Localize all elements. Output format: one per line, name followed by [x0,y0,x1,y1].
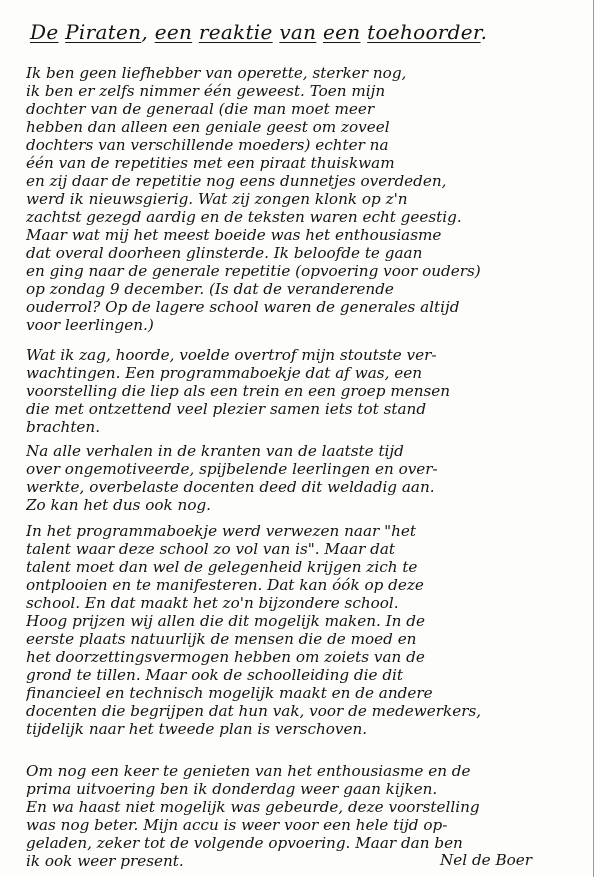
text-line: één van de repetities met een piraat thuiskwam [26,154,395,172]
title-word: Piraten [65,20,142,44]
title-word: reaktie [198,20,273,44]
text-line: Maar wat mij het meest boeide was het enthousiasme [26,226,442,244]
text-line: grond te tillen. Maar ook de schoolleiding die dit [26,666,403,684]
text-line: Hoog prijzen wij allen die dit mogelijk maken. In de [26,612,426,630]
paragraph-talent [26,522,592,738]
text-line: dochters van verschillende moeders) echter na [26,136,389,154]
text-line: school. En dat maakt het zo'n bijzondere school. [26,594,399,612]
text-line: werd ik nieuwsgierig. Wat zij zongen klonk op z'n [26,190,408,208]
text-line: Om nog een keer te genieten van het enthousiasme en de [26,762,471,780]
text-line: financieel en technisch mogelijk maakt en de andere [26,684,433,702]
text-line: voor leerlingen.) [26,316,154,334]
text-line: Zo kan het dus ook nog. [26,496,212,514]
text-line: die met ontzettend veel plezier samen iets tot stand [26,400,427,418]
text-line: In het programmaboekje werd verwezen naar "het [26,522,416,540]
title-word: een [154,20,193,44]
text-line: over ongemotiveerde, spijbelende leerlingen en over- [26,460,438,478]
text-line: ik ook weer present. [26,852,184,870]
title-comma: , [141,20,149,44]
paragraph-newspapers [26,442,592,514]
title-period: . [480,20,488,44]
text-line: en ging naar de generale repetitie (opvoering voor ouders) [26,262,481,280]
text-line: dat overal doorheen glinsterde. Ik beloofde te gaan [26,244,423,262]
title-word: De [30,20,59,44]
title-word: een [323,20,361,44]
text-line: en zij daar de repetitie nog eens dunnetjes overdeden, [26,172,447,190]
text-line: Na alle verhalen in de kranten van de laatste tijd [26,442,404,460]
signature: Nel de Boer [440,851,533,869]
letter-title [30,20,590,44]
text-line: ontplooien en te manifesteren. Dat kan óók op deze [26,576,424,594]
text-line: dochter van de generaal (die man moet meer [26,100,375,118]
paragraph-impression [26,346,592,436]
text-line: docenten die begrijpen dat hun vak, voor de medewerkers, [26,702,482,720]
text-line: voorstelling die liep als een trein en een groep mensen [26,382,451,400]
text-line: tijdelijk naar het tweede plan is verschoven. [26,720,368,738]
text-line: brachten. [26,418,101,436]
text-line: geladen, zeker tot de volgende opvoering. Maar dan ben [26,834,463,852]
text-line: eerste plaats natuurlijk de mensen die de moed en [26,630,417,648]
text-line: werkte, overbelaste docenten deed dit weldadig aan. [26,478,435,496]
text-line: hebben dan alleen een geniale geest om zoveel [26,118,390,136]
text-line: zachtst gezegd aardig en de teksten waren echt geestig. [26,208,462,226]
text-line: was nog beter. Mijn accu is weer voor een hele tijd op- [26,816,448,834]
text-line: talent waar deze school zo vol van is". Maar dat [26,540,396,558]
text-line: talent moet dan wel de gelegenheid krijgen zich te [26,558,418,576]
title-word: toehoorder [367,20,481,44]
text-line: wachtingen. Een programmaboekje dat af was, een [26,364,422,382]
page-edge-line [593,0,594,877]
text-line: Ik ben geen liefhebber van operette, sterker nog, [26,64,407,82]
text-line: ouderrol? Op de lagere school waren de generales altijd [26,298,460,316]
title-word: van [279,20,317,44]
text-line: prima uitvoering ben ik donderdag weer gaan kijken. [26,780,438,798]
paragraph-intro [26,64,592,334]
text-line: ik ben er zelfs nimmer één geweest. Toen mijn [26,82,386,100]
text-line: het doorzettingsvermogen hebben om zoiets van de [26,648,425,666]
text-line: En wa haast niet mogelijk was gebeurde, deze voorstelling [26,798,480,816]
text-line: Wat ik zag, hoorde, voelde overtrof mijn stoutste ver- [26,346,437,364]
text-line: op zondag 9 december. (Is dat de veranderende [26,280,394,298]
